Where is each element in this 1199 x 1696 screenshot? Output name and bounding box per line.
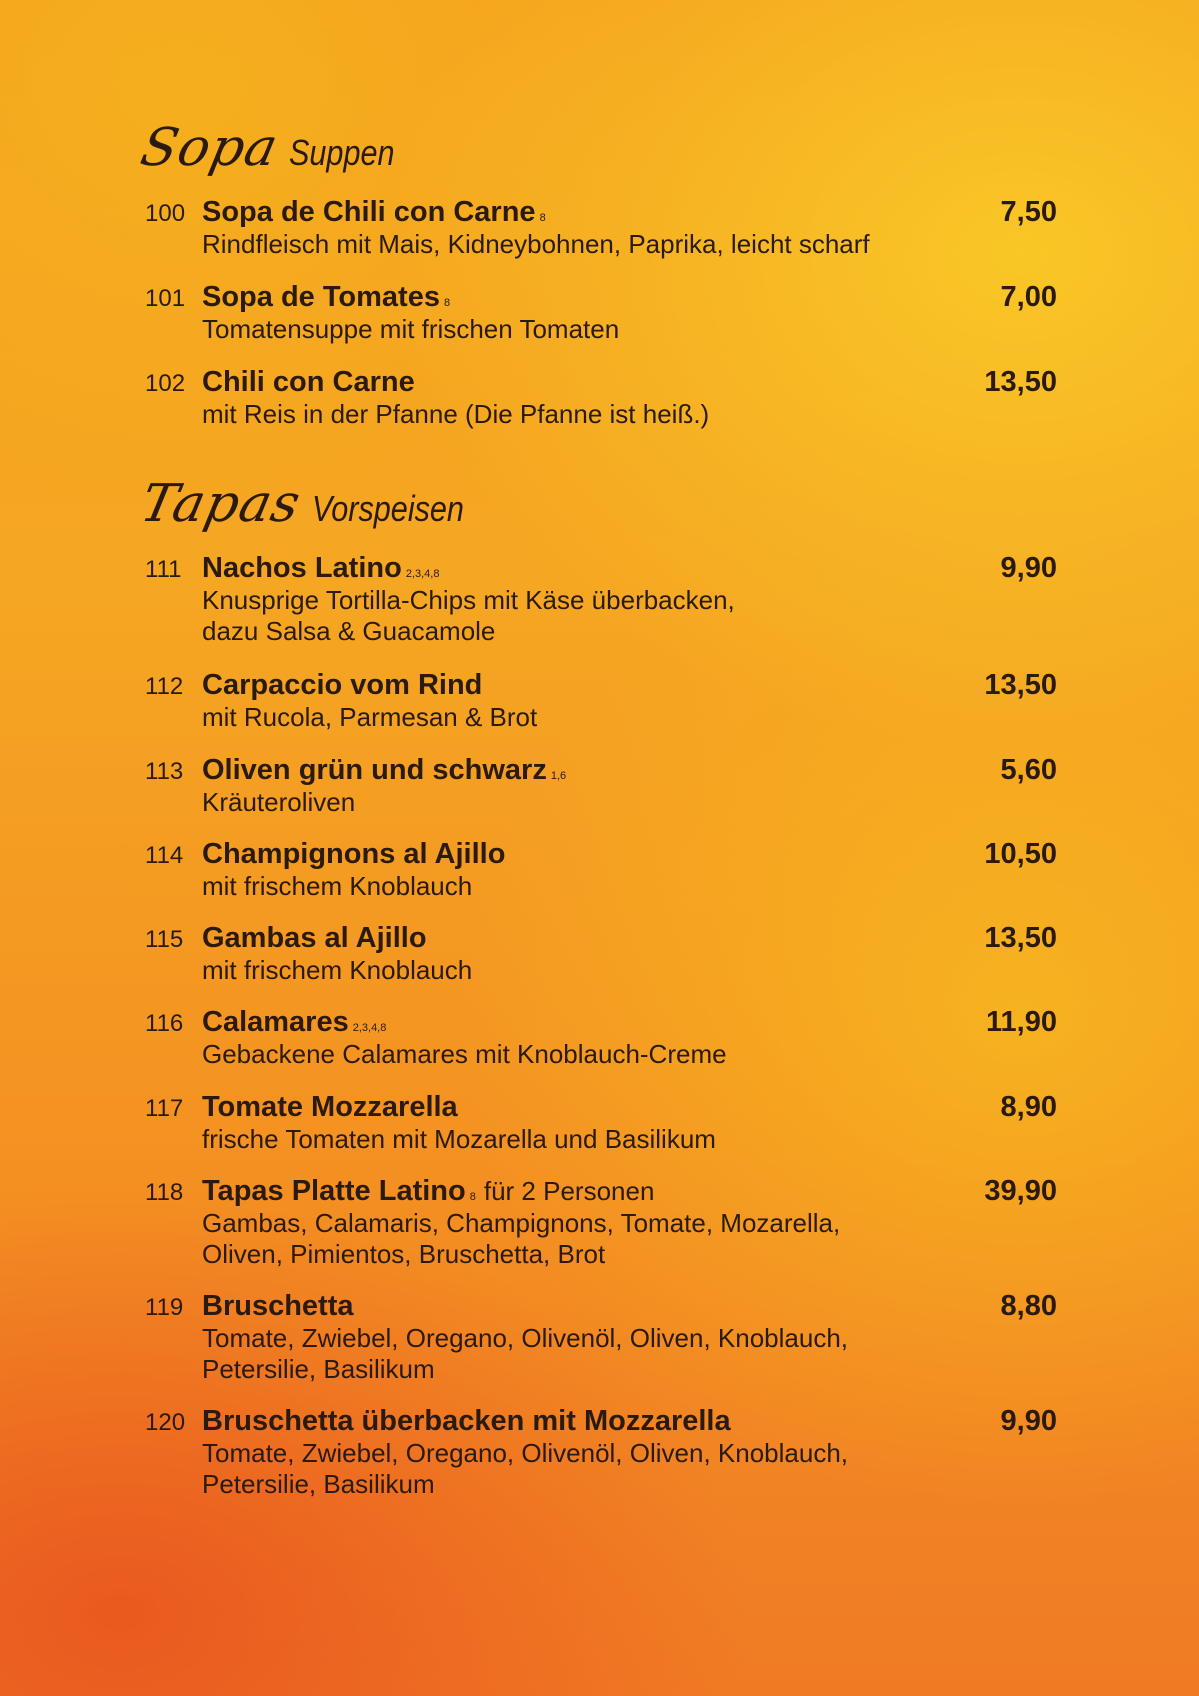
item-description: mit frischem Knoblauch [202,955,473,985]
menu-item [145,552,1057,647]
allergen-note: 1,6 [550,770,567,782]
item-number: 101 [145,285,186,312]
item-name: Carpaccio vom Rind [202,669,483,701]
menu-item [145,1006,1057,1070]
menu-item [145,838,1057,902]
menu-item [145,196,1057,260]
item-description: Kräuteroliven [202,787,356,817]
item-name: Sopa de Tomates [202,281,440,313]
item-price: 13,50 [984,922,1057,954]
item-description: dazu Salsa & Guacamole [202,616,496,646]
item-description: Petersilie, Basilikum [202,1469,435,1499]
item-number: 100 [145,200,186,227]
menu-item [145,1405,1057,1500]
item-number: 112 [145,673,184,700]
item-price: 13,50 [984,366,1057,398]
item-number: 120 [145,1409,186,1436]
item-number: 115 [145,926,184,953]
menu-item [145,1175,1057,1270]
allergen-note: 2,3,4,8 [405,568,440,580]
item-description: mit frischem Knoblauch [202,871,473,901]
item-name: Calamares [202,1006,349,1038]
menu-item [145,1290,1057,1385]
section-subtitle: Suppen [289,132,395,173]
allergen-note: 8 [469,1191,476,1203]
item-description: Petersilie, Basilikum [202,1354,435,1384]
item-description: Gambas, Calamaris, Champignons, Tomate, Mozarella, [202,1208,841,1238]
item-price: 10,50 [984,838,1057,870]
menu-item [145,669,1057,733]
section-script-title: Sopa [135,118,284,178]
item-description: Rindfleisch mit Mais, Kidneybohnen, Paprika, leicht scharf [202,229,870,259]
item-price: 9,90 [1000,552,1057,584]
item-description: mit Reis in der Pfanne (Die Pfanne ist heiß.) [202,399,710,429]
item-number: 114 [145,842,184,869]
item-name: Nachos Latino [202,552,402,584]
item-description: Tomate, Zwiebel, Oregano, Olivenöl, Oliven, Knoblauch, [202,1438,849,1468]
item-extra-note: für 2 Personen [483,1176,655,1206]
menu-item [145,1091,1057,1155]
item-price: 13,50 [984,669,1057,701]
section-header-sopa [135,118,413,178]
item-price: 39,90 [984,1175,1057,1207]
item-price: 8,80 [1000,1290,1057,1322]
item-description: Tomate, Zwiebel, Oregano, Olivenöl, Oliven, Knoblauch, [202,1323,849,1353]
allergen-note: 8 [443,297,451,309]
item-price: 9,90 [1000,1405,1057,1437]
menu-item [145,754,1057,818]
item-description: Oliven, Pimientos, Bruschetta, Brot [202,1239,606,1269]
item-price: 11,90 [986,1006,1057,1038]
item-description: mit Rucola, Parmesan & Brot [202,702,538,732]
menu-item [145,922,1057,986]
section-header-tapas [135,474,490,534]
item-number: 119 [145,1294,184,1321]
section-subtitle: Vorspeisen [311,488,464,529]
item-name: Sopa de Chili con Carne [202,196,536,228]
item-number: 117 [145,1095,184,1122]
item-name: Tomate Mozzarella [202,1091,458,1123]
item-number: 113 [145,758,184,785]
section-script-title: Tapas [135,474,307,534]
item-number: 102 [145,370,186,397]
item-name: Chili con Carne [202,366,415,398]
item-price: 7,50 [1000,196,1057,228]
item-price: 7,00 [1000,281,1057,313]
item-number: 118 [145,1179,184,1206]
item-description: Gebackene Calamares mit Knoblauch-Creme [202,1039,727,1069]
allergen-note: 8 [539,212,546,224]
item-price: 5,60 [1000,754,1057,786]
menu-item [145,281,1057,345]
item-price: 8,90 [1000,1091,1057,1123]
item-name: Champignons al Ajillo [202,838,506,870]
menu-item [145,366,1057,430]
item-name: Oliven grün und schwarz [202,754,547,786]
allergen-note: 2,3,4,8 [352,1022,387,1034]
item-name: Bruschetta [202,1290,354,1322]
item-name: Tapas Platte Latino [202,1175,466,1207]
item-name: Bruschetta überbacken mit Mozzarella [202,1405,731,1437]
item-description: Knusprige Tortilla-Chips mit Käse überbacken, [202,585,735,615]
item-description: frische Tomaten mit Mozarella und Basilikum [202,1124,716,1154]
item-number: 111 [145,556,182,583]
item-number: 116 [145,1010,184,1037]
item-description: Tomatensuppe mit frischen Tomaten [202,314,620,344]
item-name: Gambas al Ajillo [202,922,427,954]
